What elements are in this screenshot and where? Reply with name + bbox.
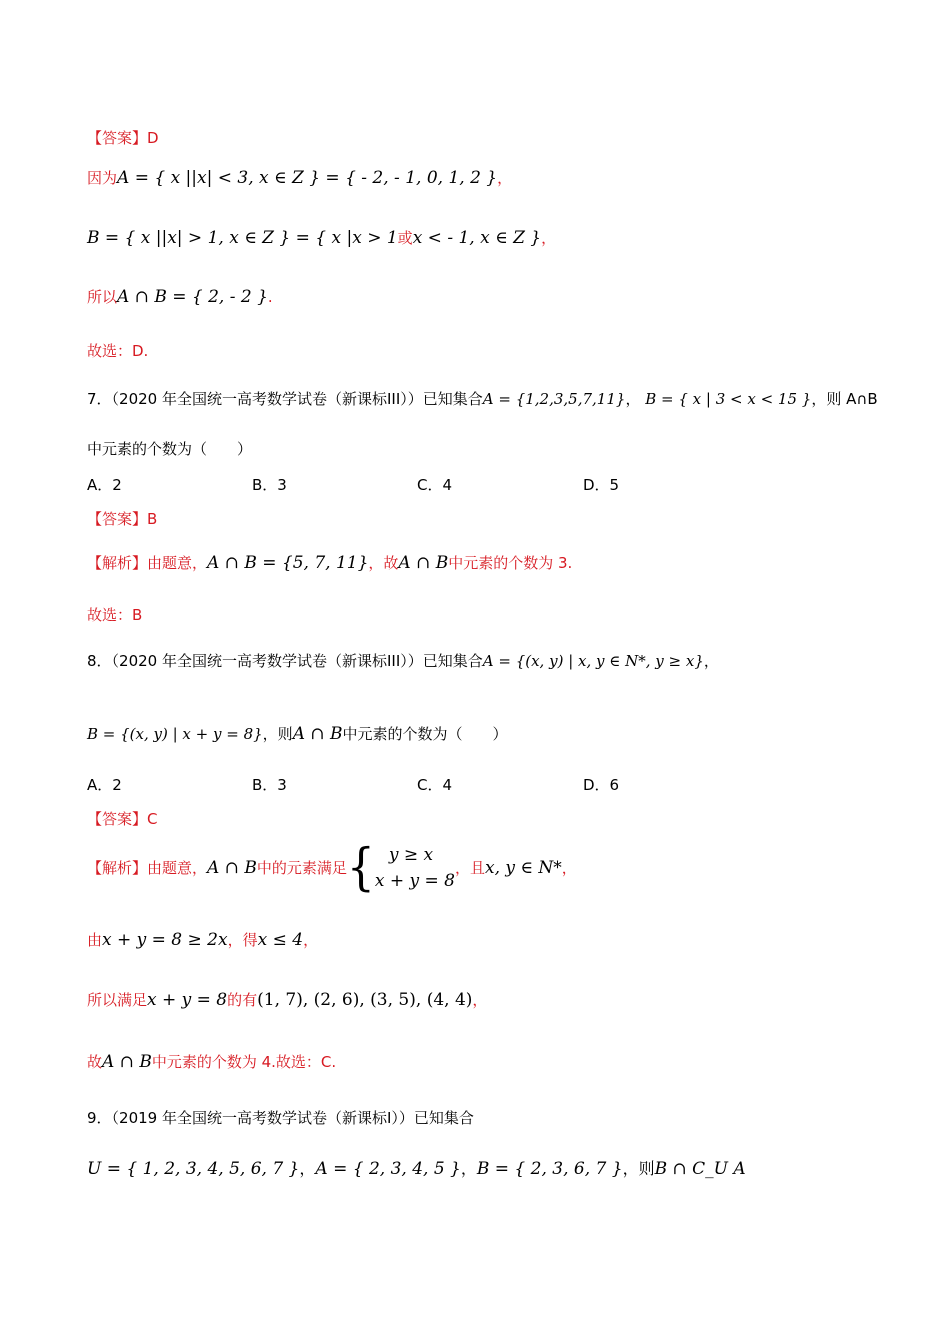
q6-line1-suffix: ，	[497, 169, 513, 187]
q6-line2-math: B = { x ||x| > 1, x ∈ Z } = { x |x > 1	[87, 228, 398, 248]
q8-analysis-and: ，且	[454, 859, 485, 877]
q7-analysis-mid: ，故	[368, 554, 399, 572]
q6-line2-suffix: ，	[541, 229, 557, 247]
q8-analysis-cond: x, y ∈ N*	[485, 858, 562, 878]
q8-system-row2: x + y = 8	[374, 871, 455, 891]
q6-line3-prefix: 所以	[87, 288, 118, 306]
q8-line3-mid: 的有	[227, 991, 258, 1009]
q8-then: ，则	[262, 725, 293, 743]
q8-option-b: B．3	[252, 776, 287, 794]
q7-stem2: 中元素的个数为（ ）	[87, 440, 253, 458]
q7-option-b: B．3	[252, 476, 287, 494]
q8-line4-end: 中元素的个数为 4.故选：C.	[151, 1053, 337, 1071]
q8-stem-text: 8．（2020 年全国统一高考数学试卷（新课标III））已知集合	[87, 652, 483, 670]
q7-set-a: A = {1,2,3,5,7,11}	[482, 390, 626, 408]
q7-answer: 【答案】B	[87, 510, 158, 528]
q8-option-c: C．4	[417, 776, 453, 794]
q9-set-a: A = { 2, 3, 4, 5 }	[315, 1159, 461, 1179]
q6-line2-or: 或	[397, 229, 413, 247]
q6-line1-prefix: 因为	[87, 169, 118, 187]
q7-stem-text: 7．（2020 年全国统一高考数学试卷（新课标III））已知集合	[87, 390, 483, 408]
q9-expr: B ∩ C_U A	[654, 1159, 746, 1179]
q6-reason-line2	[87, 228, 556, 248]
q6-line3-math: A ∩ B = { 2, - 2 }	[117, 287, 268, 307]
q8-analysis-math: A ∩ B	[207, 858, 257, 878]
q9-sep2: ，	[460, 1159, 477, 1178]
q6-conclusion: 故选：D.	[87, 342, 149, 360]
q6-reason-line1	[87, 168, 512, 188]
q8-line2-math2: x ≤ 4	[257, 930, 304, 950]
q8-line2-math: x + y = 8 ≥ 2x	[102, 930, 228, 950]
q6-line1-math: A = { x ||x| < 3, x ∈ Z } = { - 2, - 1, 0, 1, 2 }	[117, 168, 498, 188]
q8-line3	[87, 990, 487, 1010]
q9-set-b: B = { 2, 3, 6, 7 }	[476, 1159, 623, 1179]
q8-line2	[87, 930, 318, 950]
q9-stem: 9．（2019 年全国统一高考数学试卷（新课标Ⅰ））已知集合	[87, 1109, 474, 1127]
q7-analysis-label: 【解析】由题意，	[87, 554, 208, 572]
q8-line3-prefix: 所以满足	[87, 991, 148, 1009]
q6-reason-line3	[87, 287, 273, 307]
q7-then: ，则 A∩B	[811, 390, 878, 408]
q8-line4-math: A ∩ B	[102, 1052, 152, 1072]
q8-stem2	[87, 724, 508, 744]
q8-line3-end: ，	[472, 991, 488, 1009]
q9-sep1: ，	[299, 1159, 316, 1178]
q6-line3-suffix: .	[267, 288, 273, 306]
q8-line4-prefix: 故	[87, 1053, 103, 1071]
q8-system-row1: y ≥ x	[388, 845, 434, 865]
q8-line4	[87, 1052, 336, 1072]
q7-analysis-math: A ∩ B = {5, 7, 11}	[207, 553, 369, 573]
q8-line2-mid: ，得	[227, 931, 258, 949]
q7-analysis-end: 中元素的个数为 3.	[448, 554, 573, 572]
q7-option-a: A．2	[87, 476, 122, 494]
q8-line2-end: ，	[303, 931, 319, 949]
q8-analysis-label: 【解析】由题意，	[87, 859, 208, 877]
q8-analysis-mid: 中的元素满足	[256, 859, 347, 877]
q8-line2-prefix: 由	[87, 931, 103, 949]
q8-option-a: A．2	[87, 776, 122, 794]
q7-set-b: B = { x | 3 < x < 15 }	[645, 390, 812, 408]
q7-analysis	[87, 553, 572, 573]
q7-option-d: D．5	[583, 476, 620, 494]
q8-analysis	[87, 838, 577, 897]
q7-option-c: C．4	[417, 476, 453, 494]
q6-line2-math2: x < - 1, x ∈ Z }	[412, 228, 542, 248]
q7-conclusion: 故选：B	[87, 606, 143, 624]
q7-stem	[87, 389, 878, 409]
q8-stem-end: 中元素的个数为（ ）	[342, 725, 508, 743]
q8-stem	[87, 651, 719, 671]
q9-sets	[87, 1159, 746, 1179]
q8-math-ab: A ∩ B	[292, 724, 343, 744]
q8-system	[375, 842, 455, 894]
q8-set-b: B = {(x, y) | x + y = 8}	[87, 725, 263, 743]
q8-answer: 【答案】C	[87, 810, 158, 828]
q8-line3-math2: (1, 7), (2, 6), (3, 5), (4, 4)	[257, 990, 473, 1010]
q8-system-brace: {	[346, 838, 375, 897]
q8-set-a: A = {(x, y) | x, y ∈ N*, y ≥ x}	[482, 652, 704, 670]
q7-sep: ，	[625, 390, 641, 408]
q7-analysis-math2: A ∩ B	[398, 553, 449, 573]
q8-sep: ，	[703, 652, 719, 670]
q8-analysis-end: ，	[561, 859, 577, 877]
q9-then: ，则	[622, 1159, 655, 1178]
q6-answer: 【答案】D	[87, 129, 159, 147]
q8-option-d: D．6	[583, 776, 620, 794]
q8-line3-math: x + y = 8	[147, 990, 228, 1010]
q9-set-u: U = { 1, 2, 3, 4, 5, 6, 7 }	[87, 1159, 300, 1179]
